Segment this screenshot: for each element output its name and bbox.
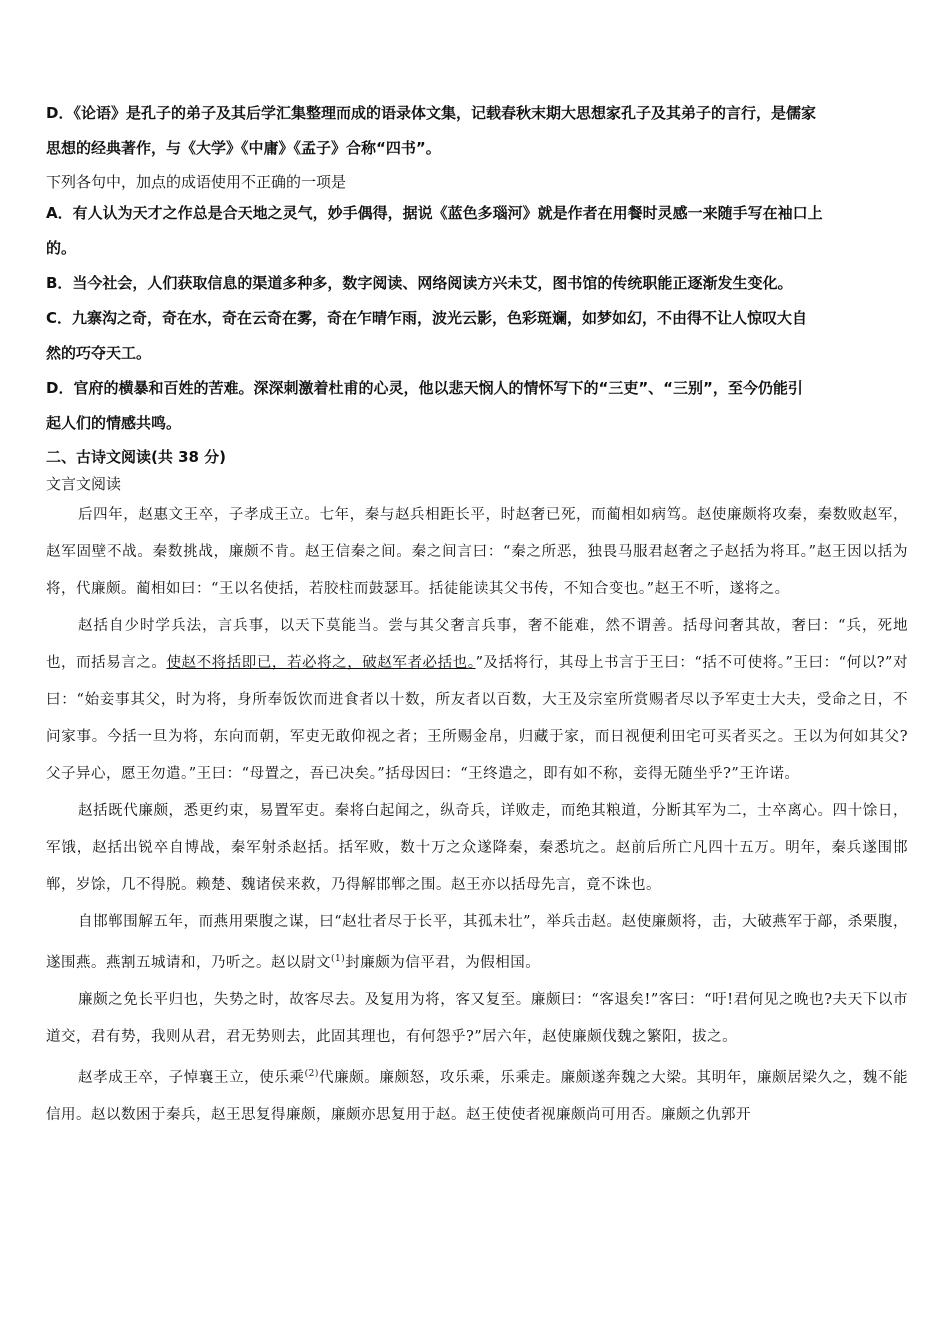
passage-p4-text-b: 封廉颇为信平君，为假相国。 — [345, 954, 541, 971]
option-c-line2: 然的巧夺天工。 — [46, 344, 152, 362]
option-d-intro-line2: 思想的经典著作，与《大学》《中庸》《孟子》合称“四书”。 — [46, 139, 441, 157]
passage-p2-text-b: ”及括将行，其母上书言于王曰：“括不可使将。”王曰：“何以?”对曰：“始妾事其父，时为将，身所奉饭饮而进食者以十数，所友者以百数，大王及宗室所赏赐者尽以予军吏士大夫，受命之日，不问家事。今括一旦为将，东向而朝，军吏无敢仰视之者；王所赐金帛，归藏于家，而日视便利田宅可买者买之。王以为何如其父?父子异心，愿王勿遣。”王曰：“母置之，吾已决矣。”括母因曰：“王终遣之，即有如不称，妾得无随坐乎?”王许诺。 — [46, 655, 909, 782]
footnote-marker-2: (2) — [304, 1068, 319, 1079]
underlined-sentence: 使赵不将括即已，若必将之，破赵军者必括也。 — [166, 655, 476, 671]
option-c-line1: C．九寨沟之奇，奇在水，奇在云奇在雾，奇在乍晴乍雨，波光云影，色彩斑斓，如梦如幻，不由得不让人惊叹大自 — [46, 309, 808, 327]
passage-p6-text-b: 代廉颇。廉颇怒，攻乐乘，乐乘走。廉颇遂奔魏之大梁。其明年，廉颇居梁久之，魏不能信用。赵以数困于秦兵，赵王思复得廉颇，廉颇亦思复用于赵。赵王使使者视廉颇尚可用否。廉颇之仇郭开 — [46, 1069, 909, 1123]
passage-paragraph-6 — [46, 1056, 908, 1134]
question-stem: 下列各句中，加点的成语使用不正确的一项是 — [46, 173, 347, 191]
passage-p4-text-a: 自邯郸围解五年，而燕用栗腹之谋，曰“赵壮者尽于长平，其孤未壮”，举兵击赵。赵使廉颇将，击，大破燕军于鄗，杀栗腹，遂围燕。燕割五城请和，乃听之。赵以尉文 — [46, 914, 908, 971]
option-d-line1: D．官府的横暴和百姓的苦难。深深刺激着杜甫的心灵，他以悲天悯人的情怀写下的“三吏”、“三别”，至今仍能引 — [46, 379, 803, 397]
footnote-marker-1: (1) — [331, 954, 346, 964]
passage-p2-text-a: 赵括自少时学兵法，言兵事，以天下莫能当。尝与其父奢言兵事，奢不能难，然不谓善。括母问奢其故，奢曰：“兵，死地也，而括易言之。 — [46, 618, 908, 671]
passage-paragraph-3: 赵括既代廉颇，悉更约束，易置军吏。秦将白起闻之，纵奇兵，详败走，而绝其粮道，分断其军为二，士卒离心。四十馀日，军饿，赵括出锐卒自博战，秦军射杀赵括。括军败，数十万之众遂降秦，秦悉坑之。赵前后所亡凡四十五万。明年，秦兵遂围邯郸，岁馀，几不得脱。赖楚、魏诸侯来救，乃得解邯郸之围。赵王亦以括母先言，竟不诛也。 — [46, 803, 908, 893]
passage-paragraph-1: 后四年，赵惠文王卒，子孝成王立。七年，秦与赵兵相距长平，时赵奢已死，而蔺相如病笃。赵使廉颇将攻秦，秦数败赵军，赵军固壁不战。秦数挑战，廉颇不肯。赵王信秦之间。秦之间言曰：“秦之所恶，独畏马服君赵奢之子赵括为将耳。”赵王因以括为将，代廉颇。蔺相如曰：“王以名使括，若胶柱而鼓瑟耳。括徒能读其父书传，不知合变也。”赵王不听，遂将之。 — [46, 507, 908, 597]
option-d-line2: 起人们的情感共鸣。 — [46, 414, 182, 432]
option-a-line2: 的。 — [46, 239, 77, 257]
option-a-line1: A．有人认为天才之作总是合天地之灵气，妙手偶得，据说《蓝色多瑙河》就是作者在用餐时灵感一来随手写在袖口上 — [46, 204, 823, 222]
option-b-line1: B．当今社会，人们获取信息的渠道多种多，数字阅读、网络阅读方兴未艾，图书馆的传统职能正逐渐发生变化。 — [46, 274, 793, 292]
passage-paragraph-4 — [46, 904, 908, 982]
passage-paragraph-2 — [46, 608, 908, 793]
section-title: 二、古诗文阅读(共 38 分) — [46, 448, 227, 466]
passage-paragraph-5: 廉颇之免长平归也，失势之时，故客尽去。及复用为将，客又复至。廉颇曰：“客退矣!”客曰：“吁!君何见之晚也?夫天下以市道交，君有势，我则从君，君无势则去，此固其理也，有何怨乎?”居六年，赵使廉颇伐魏之繁阳，拔之。 — [46, 991, 908, 1045]
subsection-title: 文言文阅读 — [46, 475, 122, 493]
option-d-intro-line1: D．《论语》是孔子的弟子及其后学汇集整理而成的语录体文集，记载春秋末期大思想家孔子及其弟子的言行，是儒家 — [46, 104, 816, 122]
document-page — [46, 96, 908, 1134]
passage-p6-text-a: 赵孝成王卒，子悼襄王立，使乐乘 — [78, 1069, 305, 1086]
